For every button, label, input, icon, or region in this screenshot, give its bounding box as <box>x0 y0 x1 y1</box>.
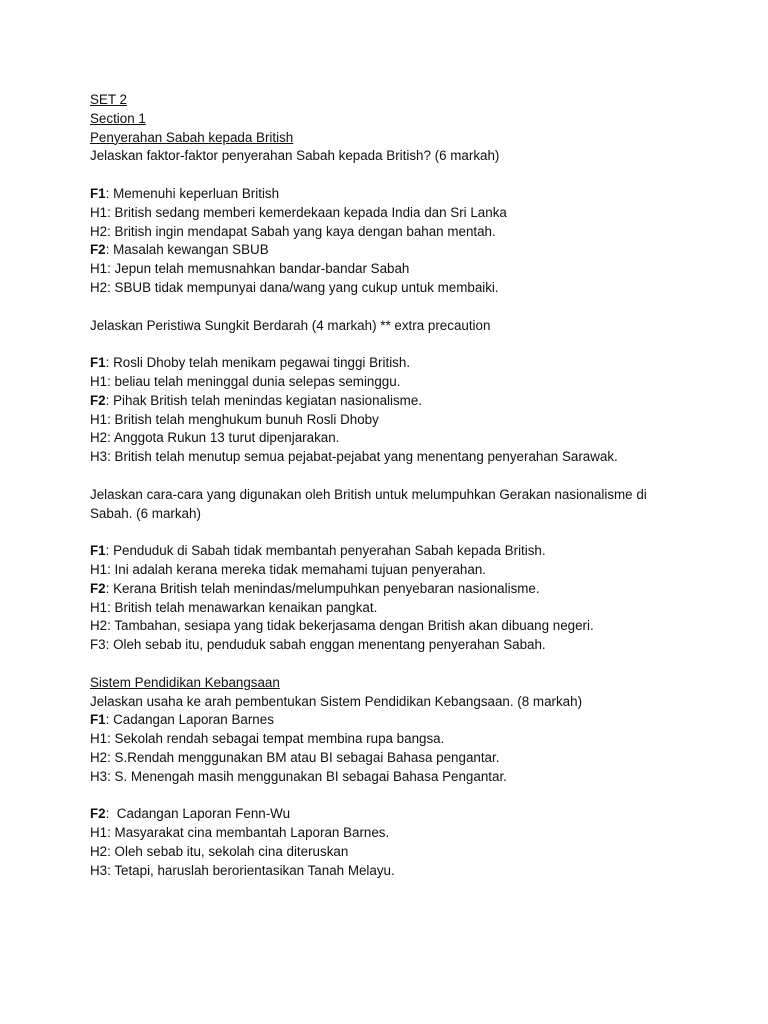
answer-line <box>90 542 680 561</box>
point-text: H1: beliau telah meninggal dunia selepas seminggu. <box>90 373 401 389</box>
point-key: F2 <box>90 580 106 596</box>
point-text: H2: S.Rendah menggunakan BM atau BI sebagai Bahasa pengantar. <box>90 749 500 765</box>
answer-line <box>90 260 680 279</box>
point-text: F3: Oleh sebab itu, penduduk sabah enggan menentang penyerahan Sabah. <box>90 637 546 653</box>
point-text: H1: Ini adalah kerana mereka tidak memahami tujuan penyerahan. <box>90 561 486 577</box>
question-2: Jelaskan Peristiwa Sungkit Berdarah (4 markah) ** extra precaution <box>90 317 491 333</box>
point-key: F2 <box>90 242 106 258</box>
point-key: F1 <box>90 543 106 559</box>
answer-line <box>90 824 680 843</box>
point-text: : Memenuhi keperluan British <box>105 185 280 201</box>
point-text: H1: Jepun telah memusnahkan bandar-bandar Sabah <box>90 261 410 277</box>
point-text: H2: British ingin mendapat Sabah yang kaya dengan bahan mentah. <box>90 223 496 239</box>
answer-line <box>90 580 680 599</box>
question-3-line-2: Sabah. (6 markah) <box>90 505 201 521</box>
point-text: H2: SBUB tidak mempunyai dana/wang yang cukup untuk membaiki. <box>90 279 499 295</box>
answer-list-1 <box>90 185 680 298</box>
answer-line <box>90 448 680 467</box>
topic-title-sistem-pendidikan: Sistem Pendidikan Kebangsaan <box>90 674 280 690</box>
question-4: Jelaskan usaha ke arah pembentukan Sistem Pendidikan Kebangsaan. (8 markah) <box>90 693 583 709</box>
answer-line <box>90 561 680 580</box>
spacer <box>90 786 680 805</box>
answer-line <box>90 617 680 636</box>
answer-line <box>90 711 680 730</box>
answer-line <box>90 411 680 430</box>
section-heading: Section 1 <box>90 110 146 126</box>
point-text: : Penduduk di Sabah tidak membantah penyerahan Sabah kepada British. <box>105 543 546 559</box>
answer-line <box>90 241 680 260</box>
point-text: : Cadangan Laporan Fenn-Wu <box>105 806 291 822</box>
answer-line <box>90 599 680 618</box>
answer-line <box>90 392 680 411</box>
spacer <box>90 467 680 486</box>
spacer <box>90 166 680 185</box>
answer-line <box>90 223 680 242</box>
point-text: : Cadangan Laporan Barnes <box>105 712 274 728</box>
answer-line <box>90 730 680 749</box>
answer-line <box>90 768 680 787</box>
answer-line <box>90 805 680 824</box>
point-text: H1: Masyarakat cina membantah Laporan Barnes. <box>90 825 390 841</box>
answer-line <box>90 429 680 448</box>
answer-line <box>90 185 680 204</box>
point-text: H3: British telah menutup semua pejabat-pejabat yang menentang penyerahan Sarawak. <box>90 449 618 465</box>
answer-line <box>90 204 680 223</box>
answer-list-4a <box>90 711 680 786</box>
point-text: : Rosli Dhoby telah menikam pegawai tinggi British. <box>105 355 411 371</box>
point-text: H3: Tetapi, haruslah berorientasikan Tanah Melayu. <box>90 862 395 878</box>
point-text: : Pihak British telah menindas kegiatan nasionalisme. <box>105 392 422 408</box>
answer-list-2 <box>90 354 680 467</box>
point-text: : Kerana British telah menindas/melumpuhkan penyebaran nasionalisme. <box>105 580 540 596</box>
answer-line <box>90 862 680 881</box>
point-text: H1: British telah menawarkan kenaikan pangkat. <box>90 599 378 615</box>
answer-list-3 <box>90 542 680 655</box>
spacer <box>90 523 680 542</box>
point-key: F2 <box>90 392 106 408</box>
topic-title-penyerahan-sabah: Penyerahan Sabah kepada British <box>90 129 294 145</box>
point-key: F2 <box>90 806 106 822</box>
point-text: H2: Tambahan, sesiapa yang tidak bekerjasama dengan British akan dibuang negeri. <box>90 618 594 634</box>
point-text: H2: Anggota Rukun 13 turut dipenjarakan. <box>90 430 340 446</box>
point-text: H1: Sekolah rendah sebagai tempat membina rupa bangsa. <box>90 731 445 747</box>
point-text: H1: British sedang memberi kemerdekaan kepada India dan Sri Lanka <box>90 204 507 220</box>
answer-line <box>90 636 680 655</box>
answer-line <box>90 373 680 392</box>
point-key: F1 <box>90 355 106 371</box>
point-text: H1: British telah menghukum bunuh Rosli Dhoby <box>90 411 379 427</box>
answer-line <box>90 279 680 298</box>
point-text: H3: S. Menengah masih menggunakan BI sebagai Bahasa Pengantar. <box>90 768 507 784</box>
spacer <box>90 655 680 674</box>
spacer <box>90 298 680 317</box>
point-key: F1 <box>90 185 106 201</box>
answer-line <box>90 749 680 768</box>
spacer <box>90 335 680 354</box>
document-body <box>90 91 680 880</box>
answer-line <box>90 843 680 862</box>
set-heading: SET 2 <box>90 92 127 107</box>
point-key: F1 <box>90 712 106 728</box>
question-1: Jelaskan faktor-faktor penyerahan Sabah kepada British? (6 markah) <box>90 148 500 164</box>
answer-list-4b <box>90 805 680 880</box>
question-3-line-1: Jelaskan cara-cara yang digunakan oleh British untuk melumpuhkan Gerakan nasionalisme di <box>90 486 647 502</box>
answer-line <box>90 354 680 373</box>
point-text: H2: Oleh sebab itu, sekolah cina diteruskan <box>90 843 349 859</box>
point-text: : Masalah kewangan SBUB <box>105 242 269 258</box>
